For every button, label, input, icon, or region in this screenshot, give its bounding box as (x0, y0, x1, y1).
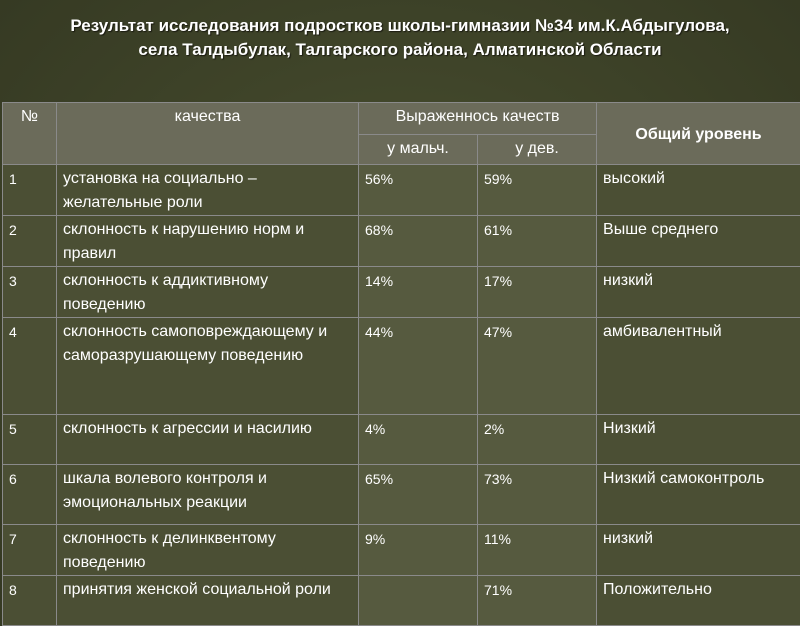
table-row (3, 216, 800, 267)
cell-girls: 61% (478, 216, 597, 267)
cell-number: 6 (3, 465, 57, 525)
cell-level: Низкий (597, 415, 800, 465)
cell-girls: 17% (478, 267, 597, 318)
cell-girls: 73% (478, 465, 597, 525)
cell-boys (359, 576, 478, 626)
cell-boys: 44% (359, 318, 478, 415)
header-expression: Выраженнось качеств (359, 103, 597, 135)
cell-number: 5 (3, 415, 57, 465)
cell-level: амбивалентный (597, 318, 800, 415)
cell-girls: 71% (478, 576, 597, 626)
table-row (3, 267, 800, 318)
cell-number: 4 (3, 318, 57, 415)
cell-boys: 9% (359, 525, 478, 576)
cell-boys: 68% (359, 216, 478, 267)
slide-title-line2: села Талдыбулак, Талгарского района, Алматинской Области (0, 38, 800, 62)
cell-quality: склонность к нарушению норм и правил (57, 216, 359, 267)
cell-level: низкий (597, 267, 800, 318)
cell-level: высокий (597, 165, 800, 216)
cell-boys: 56% (359, 165, 478, 216)
cell-quality: установка на социально – желательные роли (57, 165, 359, 216)
table-row (3, 576, 800, 626)
cell-quality: склонность к аддиктивному поведению (57, 267, 359, 318)
cell-number: 8 (3, 576, 57, 626)
cell-quality: принятия женской социальной роли (57, 576, 359, 626)
cell-girls: 2% (478, 415, 597, 465)
cell-level: Положительно (597, 576, 800, 626)
cell-level: Низкий самоконтроль (597, 465, 800, 525)
cell-number: 7 (3, 525, 57, 576)
cell-boys: 65% (359, 465, 478, 525)
header-boys: у мальч. (359, 135, 478, 165)
cell-boys: 4% (359, 415, 478, 465)
cell-girls: 11% (478, 525, 597, 576)
cell-girls: 47% (478, 318, 597, 415)
results-table (2, 102, 800, 626)
cell-quality: шкала волевого контроля и эмоциональных реакции (57, 465, 359, 525)
header-overall-level: Общий уровень (597, 103, 800, 165)
results-table-container (2, 102, 800, 626)
slide-title (0, 14, 800, 62)
table-row (3, 165, 800, 216)
header-girls: у дев. (478, 135, 597, 165)
cell-level: Выше среднего (597, 216, 800, 267)
header-number: № (3, 103, 57, 165)
slide-title-line1: Результат исследования подростков школы-гимназии №34 им.К.Абдыгулова, (0, 14, 800, 38)
header-quality: качества (57, 103, 359, 165)
table-row (3, 318, 800, 415)
cell-quality: склонность к агрессии и насилию (57, 415, 359, 465)
cell-level: низкий (597, 525, 800, 576)
cell-number: 1 (3, 165, 57, 216)
cell-number: 3 (3, 267, 57, 318)
table-row (3, 415, 800, 465)
cell-quality: склонность к делинквентому поведению (57, 525, 359, 576)
table-row (3, 465, 800, 525)
cell-number: 2 (3, 216, 57, 267)
table-row (3, 525, 800, 576)
cell-boys: 14% (359, 267, 478, 318)
cell-girls: 59% (478, 165, 597, 216)
cell-quality: склонность самоповреждающему и саморазрушающему поведению (57, 318, 359, 415)
